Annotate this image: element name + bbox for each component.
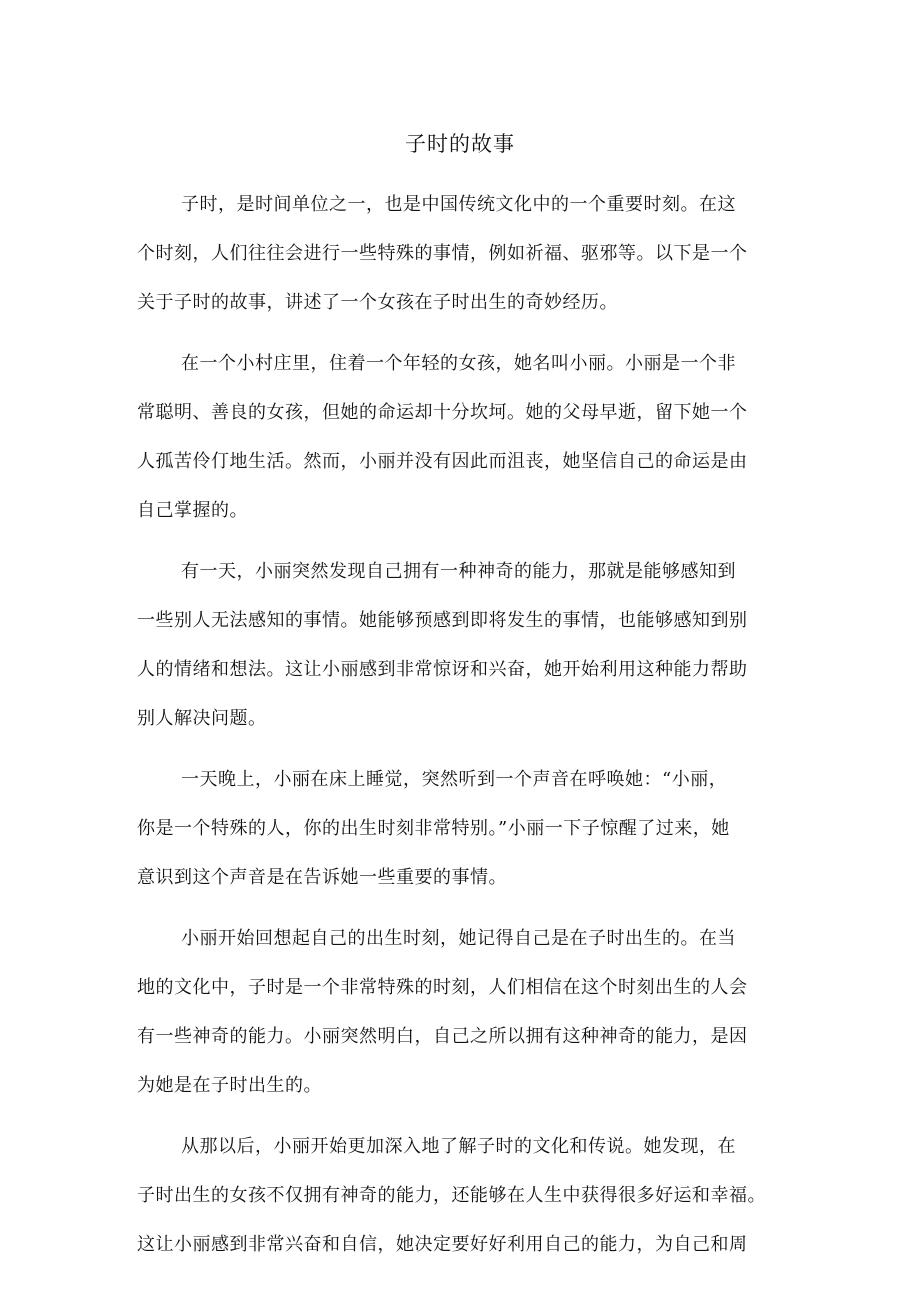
paragraph-line: 子时出生的女孩不仅拥有神奇的能力，还能够在人生中获得很多好运和幸福。 — [137, 1185, 766, 1206]
paragraph-line: 从那以后，小丽开始更加深入地了解子时的文化和传说。她发现，在 — [181, 1136, 736, 1157]
paragraph-line: 个时刻，人们往往会进行一些特殊的事情，例如祈福、驱邪等。以下是一个 — [137, 243, 748, 264]
paragraph-line: 有一些神奇的能力。小丽突然明白，自己之所以拥有这种神奇的能力，是因 — [137, 1026, 748, 1047]
paragraph-line: 小丽开始回想起自己的出生时刻，她记得自己是在子时出生的。在当 — [181, 928, 736, 949]
paragraph-line: 有一天，小丽突然发现自己拥有一种神奇的能力，那就是能够感知到 — [181, 561, 736, 582]
paragraph-2 — [137, 339, 797, 535]
paragraph-line: 这让小丽感到非常兴奋和自信，她决定要好好利用自己的能力，为自己和周 — [137, 1234, 748, 1255]
paragraph-line: 子时，是时间单位之一，也是中国传统文化中的一个重要时刻。在这 — [181, 194, 736, 215]
paragraph-line: 人的情绪和想法。这让小丽感到非常惊讶和兴奋，她开始利用这种能力帮助 — [137, 659, 748, 680]
document-body — [137, 180, 797, 1281]
paragraph-5 — [137, 914, 797, 1110]
paragraph-line: 一天晚上，小丽在床上睡觉，突然听到一个声音在呼唤她：“小丽， — [181, 769, 728, 790]
paragraph-line: 意识到这个声音是在告诉她一些重要的事情。 — [137, 867, 507, 888]
paragraph-line: 地的文化中，子时是一个非常特殊的时刻，人们相信在这个时刻出生的人会 — [137, 977, 748, 998]
paragraph-4 — [137, 755, 797, 902]
paragraph-line: 别人解决问题。 — [137, 708, 267, 729]
paragraph-line: 你是一个特殊的人，你的出生时刻非常特别。”小丽一下子惊醒了过来，她 — [137, 818, 730, 839]
paragraph-line: 人孤苦伶仃地生活。然而，小丽并没有因此而沮丧，她坚信自己的命运是由 — [137, 451, 748, 472]
paragraph-line: 常聪明、善良的女孩，但她的命运却十分坎坷。她的父母早逝，留下她一个 — [137, 402, 748, 423]
paragraph-line: 在一个小村庄里，住着一个年轻的女孩，她名叫小丽。小丽是一个非 — [181, 353, 736, 374]
paragraph-line: 关于子时的故事，讲述了一个女孩在子时出生的奇妙经历。 — [137, 292, 618, 313]
document-title: 子时的故事 — [405, 132, 515, 156]
paragraph-line: 一些别人无法感知的事情。她能够预感到即将发生的事情，也能够感知到别 — [137, 610, 748, 631]
paragraph-line: 自己掌握的。 — [137, 500, 248, 521]
paragraph-6 — [137, 1122, 797, 1269]
paragraph-line: 为她是在子时出生的。 — [137, 1075, 322, 1096]
paragraph-1 — [137, 180, 797, 327]
paragraph-3 — [137, 547, 797, 743]
